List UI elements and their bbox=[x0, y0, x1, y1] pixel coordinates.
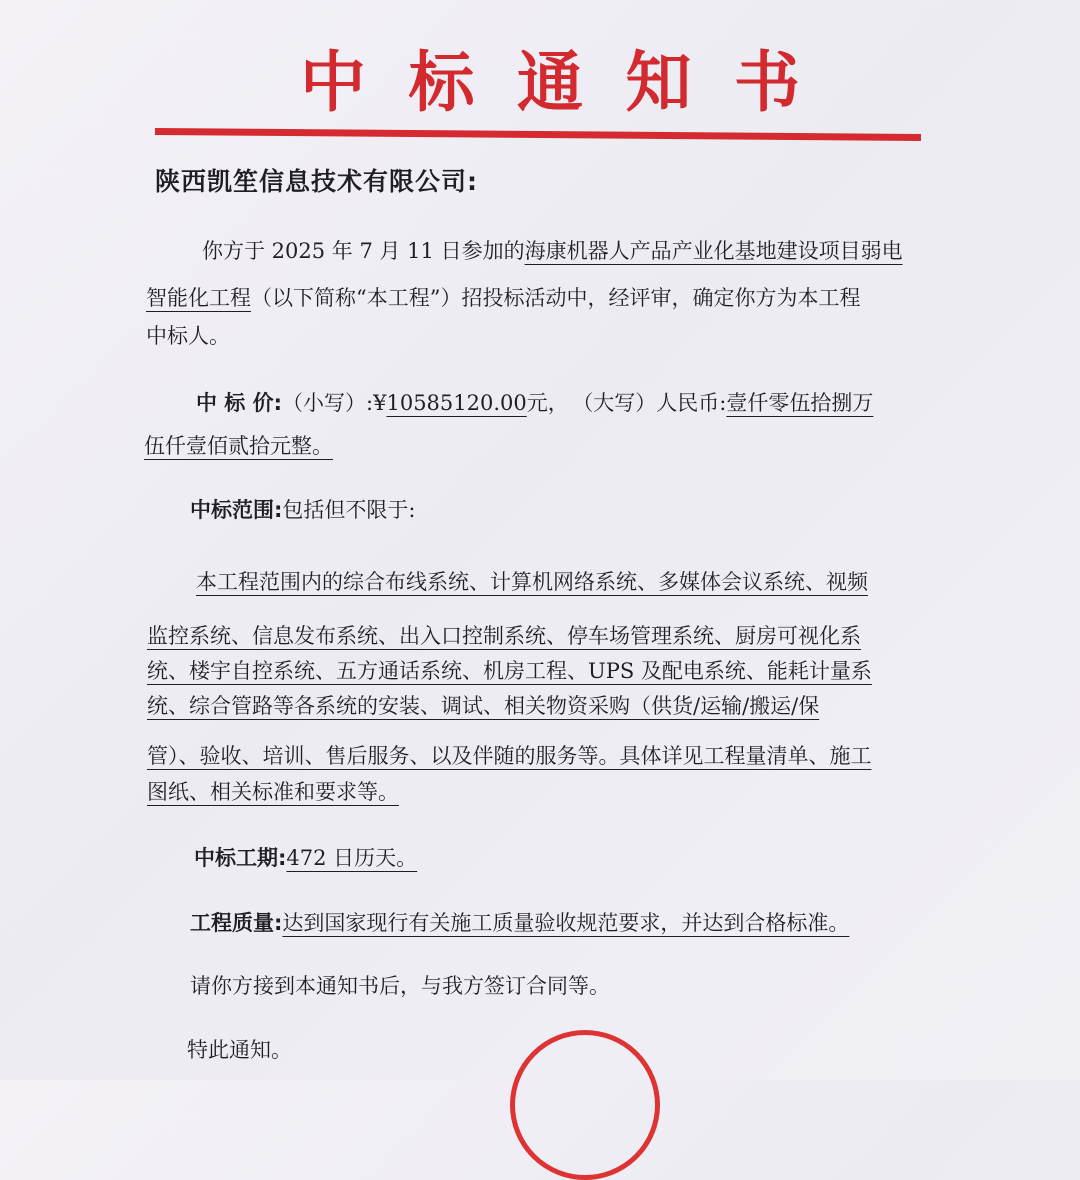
scope-line: 图纸、相关标准和要求等。 bbox=[147, 780, 399, 804]
para1-text: （以下简称“本工程”）招投标活动中，经评审，确定你方为本工程 bbox=[251, 286, 861, 310]
price-small-label: （小写）:¥ bbox=[282, 391, 387, 415]
closing-line: 特此通知。 bbox=[187, 1038, 292, 1062]
period-value: 472 日历天。 bbox=[286, 846, 418, 870]
price-big-value-cont: 伍仟壹佰贰拾元整。 bbox=[144, 434, 333, 458]
quality-value: 达到国家现行有关施工质量验收规范要求，并达到合格标准。 bbox=[282, 911, 850, 935]
recipient: 陕西凯笙信息技术有限公司: bbox=[155, 167, 478, 196]
title-char: 书 bbox=[734, 44, 800, 121]
period-line bbox=[194, 842, 417, 872]
scope-line: 统、综合管路等各系统的安装、调试、相关物资采购（供货/运输/搬运/保 bbox=[147, 694, 820, 718]
scope-line: 管）、验收、培训、售后服务、以及伴随的服务等。具体详见工程量清单、施工 bbox=[147, 744, 872, 768]
scope-heading bbox=[190, 494, 415, 524]
scope-line: 监控系统、信息发布系统、出入口控制系统、停车场管理系统、厨房可视化系 bbox=[147, 624, 861, 648]
quality-label: 工程质量: bbox=[190, 911, 283, 935]
scope-line: 统、楼宇自控系统、五方通话系统、机房工程、UPS 及配电系统、能耗计量系 bbox=[147, 659, 872, 683]
price-line1 bbox=[196, 387, 873, 417]
project-name: 海康机器人产品产业化基地建设项目弱电 bbox=[524, 239, 903, 263]
para1-line1 bbox=[202, 235, 903, 265]
scope-label: 中标范围: bbox=[190, 498, 283, 522]
price-big-value: 壹仟零伍拾捌万 bbox=[726, 391, 874, 415]
title-char: 中 bbox=[300, 44, 366, 121]
project-name-cont: 智能化工程 bbox=[146, 286, 251, 310]
title-char: 标 bbox=[408, 44, 475, 121]
price-label: 中 标 价: bbox=[196, 391, 283, 415]
para1-line2 bbox=[146, 282, 860, 312]
red-seal-stamp bbox=[510, 1030, 660, 1180]
request-line: 请你方接到本通知书后，与我方签订合同等。 bbox=[190, 974, 610, 998]
para1-text: 你方于 2025 年 7 月 11 日参加的 bbox=[202, 239, 525, 263]
para1-line3: 中标人。 bbox=[146, 324, 230, 348]
title-char: 通 bbox=[517, 44, 583, 121]
period-label: 中标工期: bbox=[194, 846, 287, 870]
scope-line: 本工程范围内的综合布线系统、计算机网络系统、多媒体会议系统、视频 bbox=[196, 570, 868, 594]
scope-intro: 包括但不限于: bbox=[282, 498, 416, 522]
price-line2 bbox=[144, 430, 333, 460]
title-char: 知 bbox=[625, 44, 692, 121]
document-title bbox=[300, 40, 800, 126]
price-big-label: （大写）人民币: bbox=[582, 391, 727, 415]
title-divider bbox=[155, 128, 921, 141]
price-small-value: 10585120.00 bbox=[386, 391, 527, 415]
quality-line bbox=[190, 907, 849, 937]
price-unit: 元， bbox=[526, 391, 569, 415]
